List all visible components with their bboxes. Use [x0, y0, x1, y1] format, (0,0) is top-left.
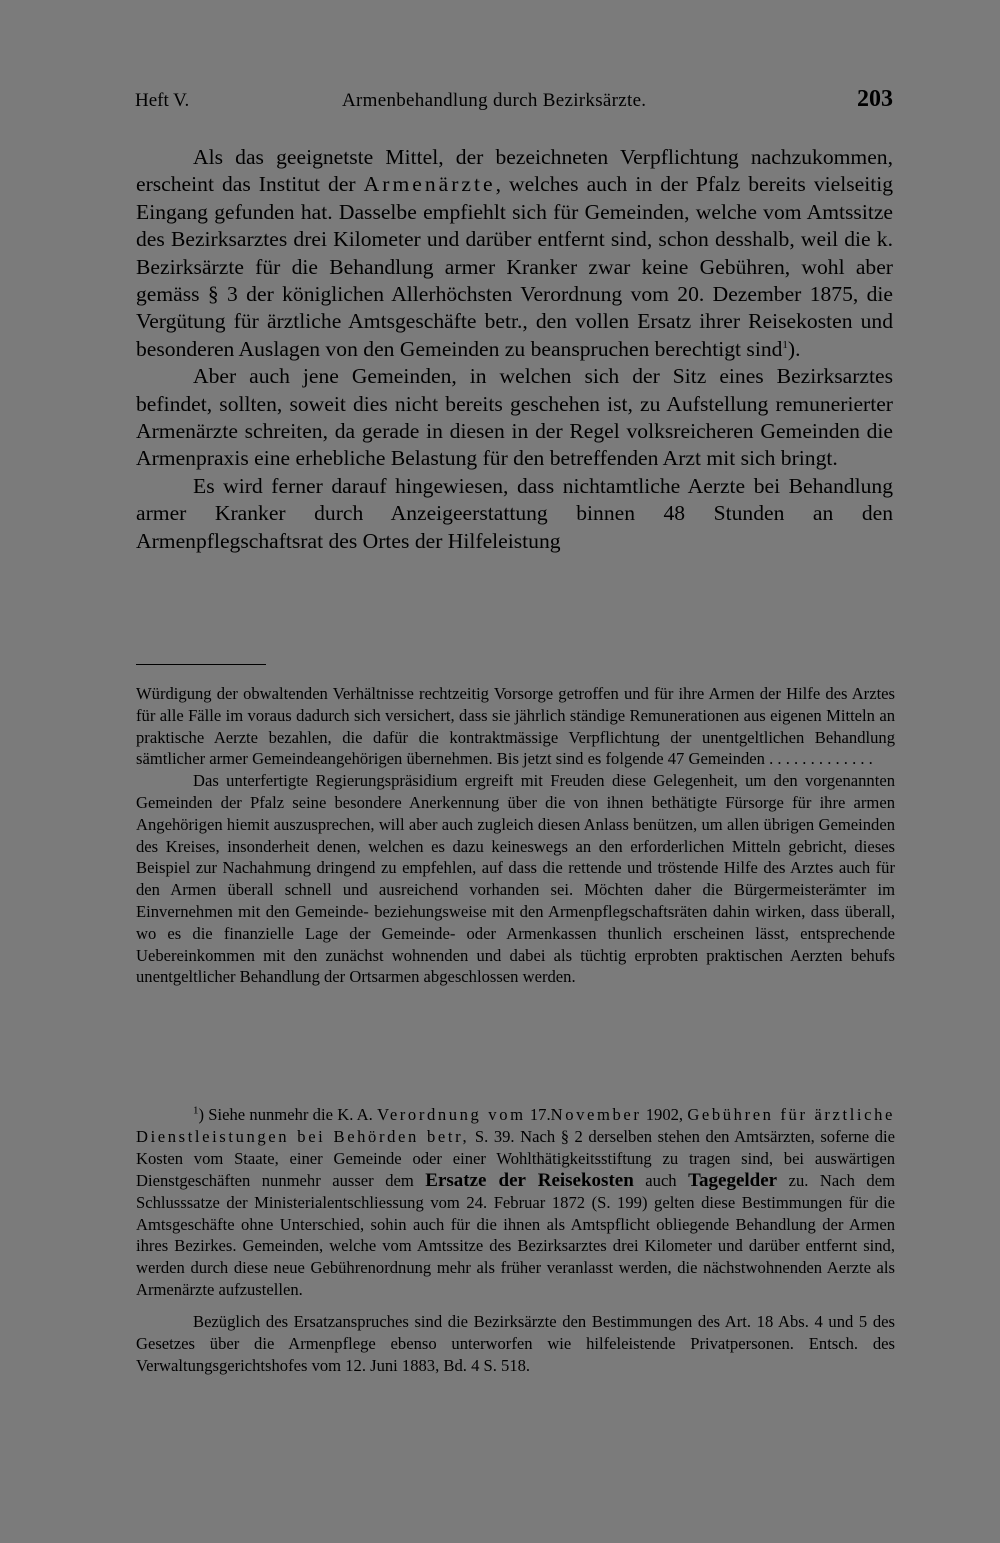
spaced-term: Verordnung vom: [377, 1105, 526, 1124]
footnote-ref: 1: [782, 338, 788, 351]
paragraph: Aber auch jene Gemeinden, in welchen sich der Sitz eines Bezirksarztes befindet, sollten, soweit dies nicht bereits geschehen ist, zu Aufstellung remunerierter Armenärzte schreiten, da gerade in diesen in der Regel volksreicheren Gemeinden die Armenpraxis eine erhebliche Belastung für den betreffenden Arzt mit sich bringt.: [136, 364, 893, 471]
bold-term: Tagegelder: [688, 1169, 778, 1191]
spaced-term: November: [550, 1105, 642, 1124]
footnote-continuation: [136, 683, 895, 988]
paragraph: [136, 144, 893, 363]
footnote-marker: 1: [193, 1104, 199, 1117]
footnote-paragraph: [136, 1104, 895, 1301]
main-text: [136, 144, 893, 555]
page-number: 203: [857, 86, 893, 112]
footnote-1: [136, 1104, 895, 1377]
spaced-term: Gebühren für ärztliche Dienstleistungen bei Behörden betr,: [136, 1105, 895, 1146]
running-header: [135, 86, 893, 118]
issue-label: Heft V.: [135, 90, 190, 111]
text-run: 1902,: [645, 1105, 684, 1124]
running-title: Armenbehandlung durch Bezirksärzte.: [342, 90, 647, 111]
text-run: S. 39. Nach § 2 derselben stehen den Amtsärzten, soferne die Kosten vom Staate, einer Gemeinde oder einer Wohlthätigkeitsstiftung zu tragen sind, bei auswärtigen Dienstgeschäften nunmehr ausser dem: [136, 1126, 896, 1190]
text-run: , welches auch in der Pfalz bereits vielseitig Eingang gefunden hat. Dasselbe empfiehlt sich für Gemeinden, welche vom Amtssitze des Bezirksarztes drei Kilometer und darüber entfernt sind, schon desshalb, weil die k. Bezirksärzte für die Behandlung armer Kranker zwar keine Gebühren, wohl aber gemäss § 3 der königlichen Allerhöchsten Verordnung vom 20. Dezember 1875, die Vergütung für ärztliche Amtsgeschäfte betr., den vollen Ersatz ihrer Reisekosten und besonderen Auslagen von den Gemeinden zu beanspruchen berechtigt sind: [136, 172, 893, 361]
footnote-paragraph: Bezüglich des Ersatzanspruches sind die Bezirksärzte den Bestimmungen des Art. 18 Abs. 4 und 5 des Gesetzes über die Armenpflege ebenso unterworfen wie hilfeleistende Privatpersonen. Entsch. des Verwaltungsgerichtshofes vom 12. Juni 1883, Bd. 4 S. 518.: [136, 1312, 895, 1375]
text-run: Als das geeignetste Mittel, der bezeichneten Verpflichtung nachzukommen, erscheint das Institut der: [136, 145, 893, 197]
footnote-paragraph: Das unterfertigte Regierungspräsidium ergreift mit Freuden diese Gelegenheit, um den vorgenannten Gemeinden der Pfalz seine besondere Anerkennung über die von ihnen bethätigte Fürsorge für ihre armen Angehörigen hiemit auszusprechen, will aber auch zugleich diesen Anlass benützen, um allen übrigen Gemeinden des Kreises, insonderheit denen, welchen es dazu keineswegs an den erforderlichen Mitteln gebricht, dieses Beispiel zur Nachahmung dringend zu empfehlen, auf dass die rettende und tröstende Hilfe des Arztes auch für den Armen überall schnell und ausreichend vorhanden sei. Möchten daher die Bürgermeisterämter im Einvernehmen mit den Gemeinde- beziehungsweise mit den Armenpflegschaftsräten dahin wirken, dass überall, wo es die finanzielle Lage der Gemeinde- oder Armenkassen thunlich erscheinen lässt, entsprechende Uebereinkommen mit den zunächst wohnenden und dabei als tüchtig erprobten praktischen Aerzten behufs unentgeltlicher Behandlung der Ortsarmen abgeschlossen werden.: [136, 771, 895, 987]
spaced-term: Armenärzte: [363, 172, 496, 197]
text-run: auch: [645, 1170, 677, 1190]
bold-term: Ersatze der Reisekosten: [425, 1169, 634, 1191]
footnote-paragraph: Würdigung der obwaltenden Verhältnisse rechtzeitig Vorsorge getroffen und für ihre Armen der Hilfe des Arztes für alle Fälle im voraus dadurch sich versichert, dass sie jährlich ständige Remunerationen aus eigenen Mitteln an praktische Aerzte bezahlen, die dafür die kontraktmässige Verpflichtung der unentgeltlichen Behandlung sämtlicher armer Gemeindeangehörigen übernehmen. Bis jetzt sind es folgende 47 Gemeinden . . . . . . . . . . . . .: [136, 684, 895, 769]
text-run: zu. Nach dem Schlusssatze der Ministerialentschliessung vom 24. Februar 1872 (S. 199) gelten diese Bestimmungen für die Amtsgeschäfte ohne Unterschied, sohin auch für die ihnen als Amtspflicht obliegende Behandlung der Armen ihres Bezirkes. Gemeinden, welche vom Amtssitze des Bezirksarztes drei Kilometer und darüber entfernt sind, werden durch diese neue Gebührenordnung mehr als früher veranlasst werden, die nächstwohnenden Aerzte als Armenärzte aufzustellen.: [136, 1170, 895, 1300]
text-run: ) Siehe nunmehr die K. A.: [198, 1105, 373, 1124]
footnote-divider: [136, 664, 266, 665]
text-run: 17.: [529, 1105, 551, 1124]
paragraph: Es wird ferner darauf hingewiesen, dass nichtamtliche Aerzte bei Behandlung armer Kranker durch Anzeigeerstattung binnen 48 Stunden an den Armenpflegschaftsrat des Ortes der Hilfeleistung: [136, 473, 893, 553]
text-run: ).: [787, 336, 801, 361]
